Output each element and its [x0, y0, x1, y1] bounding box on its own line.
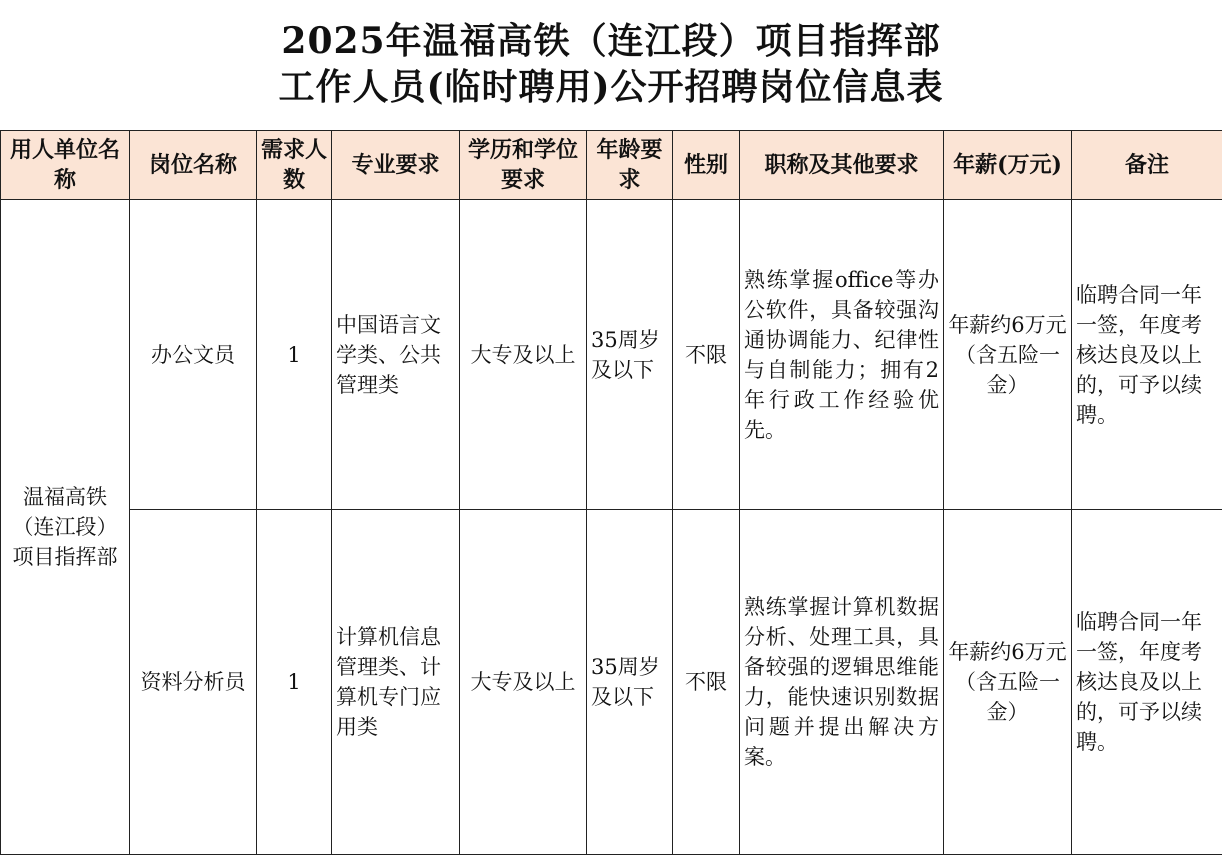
remark-cell: 临聘合同一年一签，年度考核达良及以上的，可予以续聘。 — [1072, 200, 1222, 510]
other-requirements-cell: 熟练掌握计算机数据分析、处理工具，具备较强的逻辑思维能力，能快速识别数据问题并提出解决方案。 — [740, 510, 944, 855]
header-age: 年龄要求 — [587, 131, 673, 200]
age-cell: 35周岁及以下 — [587, 510, 673, 855]
count-cell: 1 — [257, 510, 332, 855]
header-major: 专业要求 — [332, 131, 460, 200]
major-cell: 计算机信息管理类、计算机专门应用类 — [332, 510, 460, 855]
education-cell: 大专及以上 — [460, 510, 587, 855]
unit-name-cell: 温福高铁（连江段）项目指挥部 — [1, 200, 130, 855]
header-count: 需求人数 — [257, 131, 332, 200]
position-cell: 办公文员 — [130, 200, 257, 510]
title-block — [0, 0, 1222, 130]
salary-cell: 年薪约6万元（含五险一金） — [944, 200, 1072, 510]
other-requirements-cell: 熟练掌握office等办公软件，具备较强沟通协调能力、纪律性与自制能力；拥有2年行政工作经验优先。 — [740, 200, 944, 510]
header-other: 职称及其他要求 — [740, 131, 944, 200]
table-row — [1, 200, 1222, 510]
page-title-line-2: 工作人员(临时聘用)公开招聘岗位信息表 — [278, 66, 944, 108]
salary-cell: 年薪约6万元（含五险一金） — [944, 510, 1072, 855]
major-cell: 中国语言文学类、公共管理类 — [332, 200, 460, 510]
page-title-line-1: 2025年温福高铁（连江段）项目指挥部 — [281, 20, 941, 62]
gender-cell: 不限 — [673, 200, 740, 510]
remark-cell: 临聘合同一年一签，年度考核达良及以上的，可予以续聘。 — [1072, 510, 1222, 855]
count-cell: 1 — [257, 200, 332, 510]
header-remark: 备注 — [1072, 131, 1222, 200]
header-salary: 年薪(万元) — [944, 131, 1072, 200]
table-row — [1, 510, 1222, 855]
header-row — [1, 131, 1222, 200]
recruitment-table — [0, 130, 1222, 855]
header-gender: 性别 — [673, 131, 740, 200]
header-education: 学历和学位要求 — [460, 131, 587, 200]
age-cell: 35周岁及以下 — [587, 200, 673, 510]
education-cell: 大专及以上 — [460, 200, 587, 510]
gender-cell: 不限 — [673, 510, 740, 855]
header-unit: 用人单位名称 — [1, 131, 130, 200]
position-cell: 资料分析员 — [130, 510, 257, 855]
header-position: 岗位名称 — [130, 131, 257, 200]
